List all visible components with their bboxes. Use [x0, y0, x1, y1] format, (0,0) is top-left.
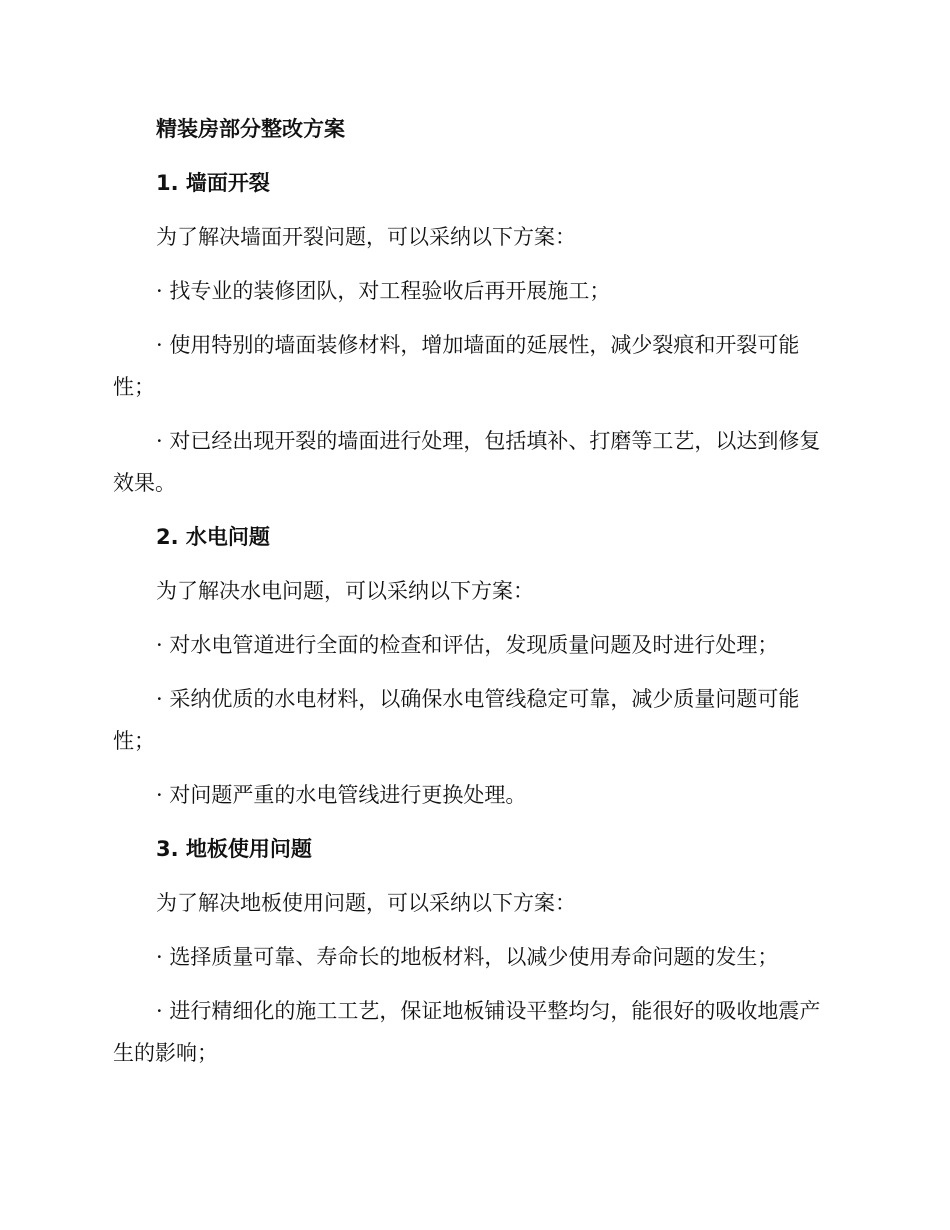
- list-item: · 使用特别的墙面装修材料，增加墙面的延展性，减少裂痕和开裂可能性；: [113, 333, 800, 399]
- list-item: · 采纳优质的水电材料，以确保水电管线稳定可靠，减少质量问题可能性；: [113, 687, 800, 753]
- section-intro: 为了解决水电问题，可以采纳以下方案：: [156, 579, 534, 603]
- section-intro: 为了解决地板使用问题，可以采纳以下方案：: [156, 891, 576, 915]
- section-heading-wall-cracks: 1. 墙面开裂: [156, 171, 270, 195]
- list-item: · 进行精细化的施工工艺，保证地板铺设平整均匀，能很好的吸收地震产生的影响；: [113, 999, 821, 1065]
- list-item: · 对水电管道进行全面的检查和评估，发现质量问题及时进行处理；: [156, 633, 779, 657]
- list-item: · 对问题严重的水电管线进行更换处理。: [156, 783, 527, 807]
- document-title: 精装房部分整改方案: [156, 117, 345, 141]
- section-intro: 为了解决墙面开裂问题，可以采纳以下方案：: [156, 225, 576, 249]
- section-heading-flooring: 3. 地板使用问题: [156, 837, 312, 861]
- section-heading-plumbing-electrical: 2. 水电问题: [156, 525, 270, 549]
- list-item: · 选择质量可靠、寿命长的地板材料，以减少使用寿命问题的发生；: [156, 945, 779, 969]
- list-item: · 对已经出现开裂的墙面进行处理，包括填补、打磨等工艺，以达到修复效果。: [113, 429, 821, 495]
- document-body: [113, 108, 833, 1086]
- list-item: · 找专业的装修团队，对工程验收后再开展施工；: [156, 279, 611, 303]
